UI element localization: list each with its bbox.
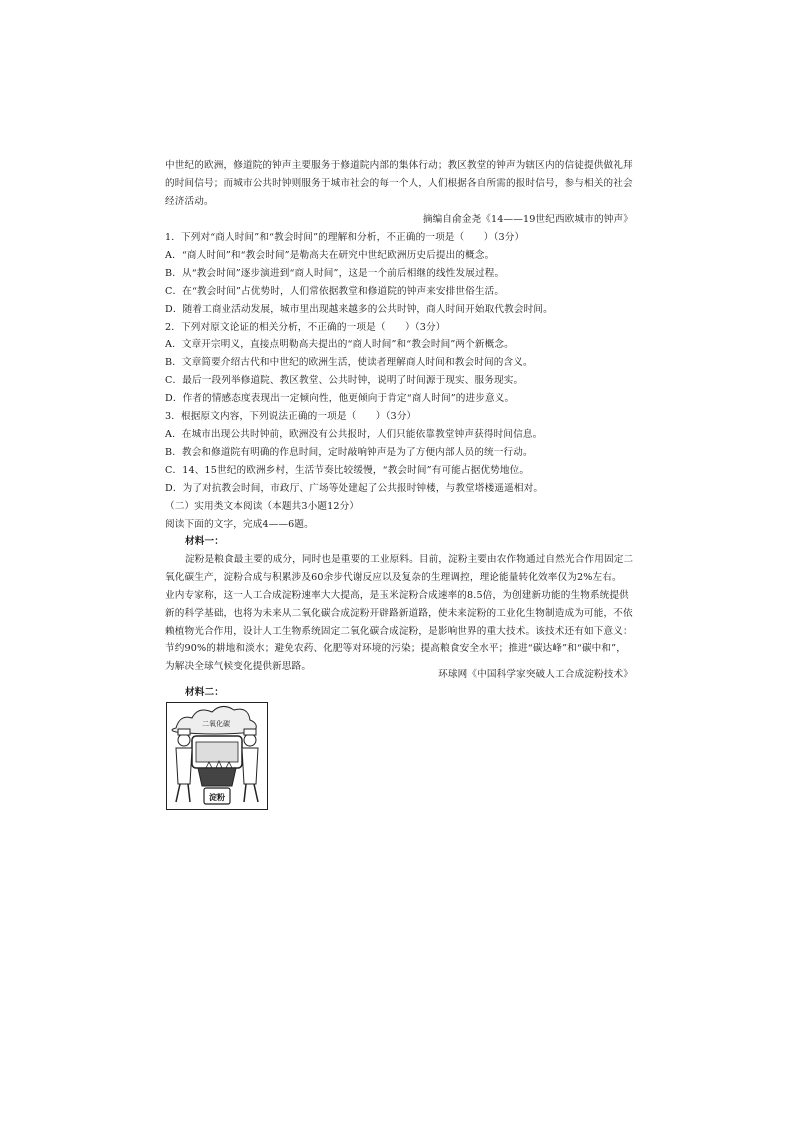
- cartoon-cloud-text: 二氧化碳: [202, 720, 230, 728]
- material-1-label: 材料一：: [185, 536, 224, 547]
- material-2-label: 材料二：: [185, 687, 224, 698]
- cartoon-drawing: [166, 702, 268, 810]
- question-2-option-c: C．最后一段列举修道院、教区教堂、公共时钟，说明了时间源于现实、服务现实。: [165, 375, 524, 387]
- question-3-stem: 3．根据原文内容，下列说法正确的一项是（ ）（3分）: [165, 411, 417, 423]
- question-3-option-b: B．教会和修道院有明确的作息时间，定时敲响钟声是为了方便内部人员的统一行动。: [165, 446, 533, 458]
- material-1-line: 氧化碳生产，淀粉合成与积累涉及60余步代谢反应以及复杂的生理调控，理论能量转化效率仅为2%左右。: [165, 571, 622, 583]
- cartoon-jar-label: 淀粉: [209, 793, 225, 802]
- question-2-option-d: D．作者的情感态度表现出一定倾向性，他更倾向于肯定“商人时间”的进步意义。: [165, 393, 515, 405]
- section-2-instruction: 阅读下面的文字，完成4——6题。: [165, 518, 314, 530]
- question-1-option-b: B．从“教会时间”逐步演进到“商人时间”，这是一个前后相继的线性发展过程。: [165, 267, 505, 279]
- material-1-line: 业内专家称，这一人工合成淀粉速率大大提高，是玉米淀粉合成速率的8.5倍，为创建新功能的生物系统提供: [165, 589, 629, 601]
- question-block: [165, 229, 633, 533]
- material-1-line: 新的科学基础，也将为未来从二氧化碳合成淀粉开辟路新道路，使未来淀粉的工业化生物制造成为可能，不依: [165, 607, 633, 619]
- source-line: 摘编自俞金尧《14——19世纪西欧城市的钟声》: [422, 214, 633, 225]
- passage-line: 经济活动。: [165, 195, 214, 207]
- question-2-option-b: B．文章简要介绍古代和中世纪的欧洲生活，使读者理解商人时间和教会时间的含义。: [165, 357, 533, 369]
- passage-tail: [165, 157, 633, 211]
- material-1-line: 为解决全球气候变化提供新思路。: [165, 661, 312, 673]
- section-2-heading: （二）实用类文本阅读（本题共3小题12分）: [165, 500, 360, 512]
- cartoon-illustration: [166, 702, 268, 810]
- source-citation-1: [165, 211, 633, 229]
- question-2-option-a: A．文章开宗明义，直接点明勒高夫提出的“商人时间”和“教会时间”两个新概念。: [165, 339, 514, 351]
- question-3-option-d: D．为了对抗教会时间，市政厅、广场等处建起了公共报时钟楼，与教堂塔楼遥遥相对。: [165, 482, 544, 494]
- question-1-option-a: A．“商人时间”和“教会时间”是勒高夫在研究中世纪欧洲历史后提出的概念。: [165, 249, 495, 261]
- passage-line: 中世纪的欧洲，修道院的钟声主要服务于修道院内部的集体行动；教区教堂的钟声为辖区内的信徒提供做礼拜: [165, 160, 633, 171]
- source-citation-2: [165, 666, 633, 684]
- question-1-stem: 1．下列对“商人时间”和“教会时间”的理解和分析，不正确的一项是（ ）（3分）: [165, 232, 525, 243]
- source-line: 环球网《中国科学家突破人工合成淀粉技术》: [438, 669, 633, 680]
- question-1-option-d: D．随着工商业活动发展，城市里出现越来越多的公共时钟，商人时间开始取代教会时间。: [165, 303, 553, 315]
- question-1-option-c: C．在“教会时间”占优势时，人们常依据教堂和修道院的钟声来安排世俗生活。: [165, 285, 505, 297]
- passage-line: 的时间信号；而城市公共时钟则服务于城市社会的每一个人，人们根据各自所需的报时信号，参与相关的社会: [165, 177, 633, 189]
- material-2: [165, 684, 633, 702]
- question-2-stem: 2．下列对原文论证的相关分析，不正确的一项是（ ）（3分）: [165, 321, 446, 333]
- material-1-line: 淀粉是粮食最主要的成分，同时也是重要的工业原料。目前，淀粉主要由农作物通过自然光合作用固定二: [185, 553, 633, 565]
- question-3-option-c: C．14、15世纪的欧洲乡村，生活节奏比较缓慢，“教会时间”有可能占据优势地位。: [165, 464, 530, 476]
- question-3-option-a: A．在城市出现公共时钟前，欧洲没有公共报时，人们只能依靠教堂钟声获得时间信息。: [165, 428, 543, 440]
- material-1-line: 赖植物光合作用，设计人工生物系统固定二氧化碳合成淀粉，是影响世界的重大技术。该技术还有如下意义：: [165, 625, 633, 637]
- material-1: [165, 533, 633, 676]
- material-1-line: 节约90%的耕地和淡水；避免农药、化肥等对环境的污染；提高粮食安全水平；推进“碳达峰”和“碳中和”，: [165, 643, 626, 655]
